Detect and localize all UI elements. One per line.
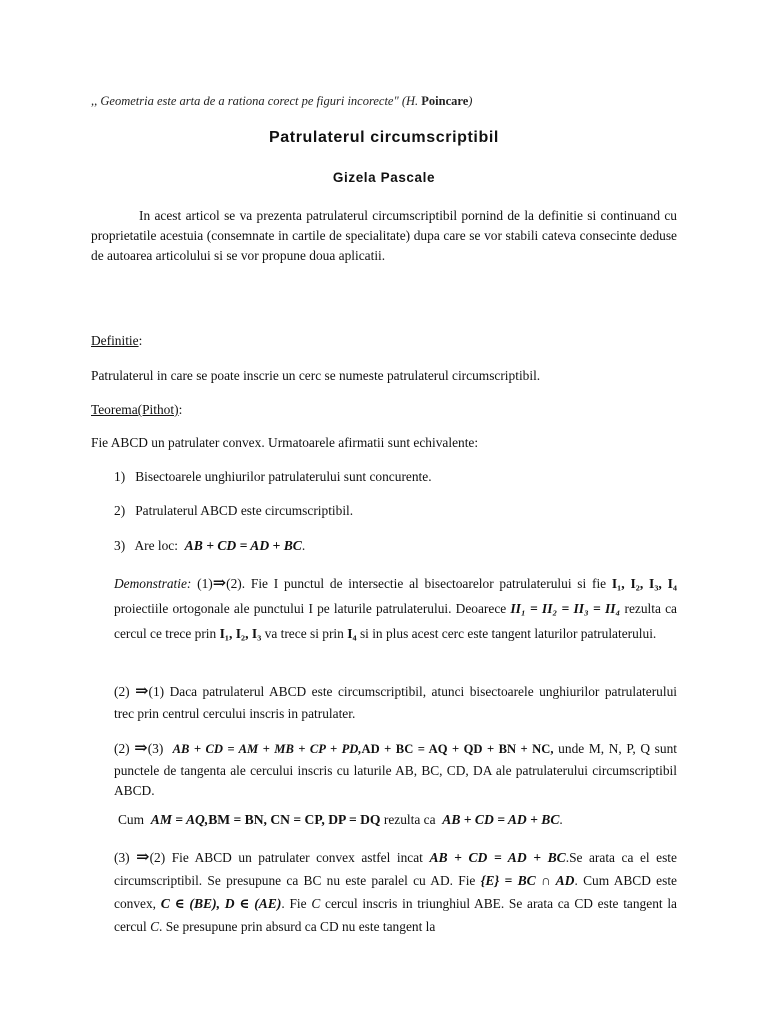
- item-number: 2): [114, 503, 126, 518]
- proof-p5-e: . Fie: [281, 896, 307, 911]
- item-number: 3): [114, 538, 126, 553]
- theorem-heading: [91, 400, 677, 420]
- circle-symbol: C: [150, 919, 160, 934]
- circle-symbol: C: [311, 896, 321, 911]
- proof-paragraph-5: [114, 846, 677, 938]
- implies-arrow-icon: ⇒: [212, 575, 227, 592]
- proof-p1-b: (2). Fie I punctul de intersectie al bisectoarelor patrulaterului si fie: [226, 576, 607, 591]
- proof-p2-b: (1) Daca patrulaterul ABCD este circumscriptibil, atunci bisectoarele unghiurilor patrulaterului trec prin centrul cercului inscris in patrulater.: [114, 684, 677, 721]
- formula-sum-ab-cd: AB + CD = AM + MB + CP + PD,: [172, 742, 362, 756]
- proof-p1-c: proiectiile ortogonale ale punctului I pe laturile patrulaterului. Deoarece: [114, 601, 507, 616]
- formula-equal-distances: II₁ = II₂ = II₃ = II₄: [510, 601, 621, 616]
- formula-sum-ad-bc: AD + BC = AQ + QD + BN + NC,: [361, 742, 554, 756]
- proof-p5-a: (3): [114, 850, 130, 865]
- implies-arrow-icon: ⇒: [134, 740, 148, 757]
- implies-arrow-icon: ⇒: [136, 849, 150, 866]
- proof-paragraph-4: [118, 810, 678, 830]
- proof-p3-c: unde M, N, P, Q sunt punctele de tangenta ale cercului inscris cu laturile AB, BC, CD, DA ale patrulaterului circumscriptibil ABCD.: [114, 741, 678, 799]
- formula-projections: I₁, I₂, I₃, I₄: [611, 576, 677, 591]
- page-title: Patrulaterul circumscriptibil: [269, 129, 499, 146]
- proof-p3-a: (2): [114, 741, 130, 756]
- proof-p4-c: .: [559, 812, 563, 827]
- item-text: Bisectoarele unghiurilor patrulaterului sunt concurente.: [135, 469, 432, 484]
- quote-author: Poincare: [421, 94, 469, 108]
- item-text: Are loc:: [134, 538, 178, 553]
- formula-intersection-e: {E} = BC ∩ AD: [480, 873, 575, 888]
- theorem-item-2: [114, 501, 674, 521]
- theorem-statement: Fie ABCD un patrulater convex. Urmatoarele afirmatii sunt echivalente:: [91, 435, 479, 450]
- proof-paragraph-1: [114, 571, 677, 646]
- theorem-colon: :: [178, 402, 183, 417]
- proof-p1-a: (1): [197, 576, 213, 591]
- quote-text: ,, Geometria este arta de a rationa corect pe figuri incorecte" (H.: [91, 94, 419, 108]
- formula-hypothesis: AB + CD = AD + BC: [429, 850, 566, 865]
- theorem-item-3: [114, 536, 674, 556]
- proof-p1-d: rezulta ca cercul ce trece prin: [114, 601, 677, 641]
- formula-membership: C ∈ (BE), D ∈ (AE): [160, 896, 282, 911]
- formula-tangent-am-aq: AM = AQ,: [150, 812, 209, 827]
- definition-heading-label: Definitie: [91, 333, 139, 348]
- item-end: .: [301, 538, 306, 553]
- proof-p1-g: si in plus acest cerc este tangent laturilor patrulaterului.: [359, 626, 657, 641]
- author-name: Gizela Pascale: [332, 170, 436, 185]
- item-text: Patrulaterul ABCD este circumscriptibil.: [135, 503, 354, 518]
- definition-heading: [91, 331, 677, 351]
- proof-paragraph-3: [114, 737, 677, 801]
- proof-p5-d: . Cum ABCD este convex,: [114, 873, 677, 911]
- proof-p4-a: Cum: [118, 812, 145, 827]
- formula-tangent-segments: BM = BN, CN = CP, DP = DQ: [208, 812, 381, 827]
- definition-text: Patrulaterul in care se poate inscrie un cerc se numeste patrulaterul circumscriptibil.: [91, 368, 541, 383]
- proof-p5-g: . Se presupune prin absurd ca CD nu este tangent la: [159, 919, 436, 934]
- proof-paragraph-2: [114, 680, 677, 724]
- epigraph-quote: [91, 92, 677, 111]
- item-number: 1): [114, 469, 126, 484]
- quote-close: ): [468, 94, 473, 108]
- proof-p1-e: va trece si prin: [264, 626, 344, 641]
- formula-pitot: AB + CD = AD + BC: [184, 538, 302, 553]
- theorem-heading-label: Teorema(Pithot): [91, 402, 179, 417]
- proof-p3-b: (3): [147, 741, 164, 756]
- formula-three-points: I₁, I₂, I₃: [219, 626, 262, 641]
- formula-conclusion: AB + CD = AD + BC: [442, 812, 560, 827]
- proof-p2-a: (2): [114, 684, 130, 699]
- formula-fourth-point: I₄: [347, 626, 357, 641]
- proof-p4-b: rezulta ca: [383, 812, 436, 827]
- proof-p5-c: .Se arata ca el este circumscriptibil. Se presupune ca BC nu este paralel cu AD. Fie: [114, 850, 677, 888]
- theorem-item-1: [114, 467, 674, 487]
- proof-label: Demonstratie:: [114, 576, 192, 591]
- proof-p5-f: cercul inscris in triunghiul ABE. Se arata ca CD este tangent la cercul: [114, 896, 677, 934]
- implies-arrow-icon: ⇒: [135, 683, 149, 700]
- intro-paragraph: In acest articol se va prezenta patrulaterul circumscriptibil pornind de la definitie si continuand cu proprietatile acestuia (consemnate in cartile de specialitate) dupa care se vor stabili cateva consecinte deduse de autoarea articolului si se vor propune doua aplicatii.: [91, 208, 677, 264]
- definition-colon: :: [138, 333, 143, 348]
- proof-p5-b: (2) Fie ABCD un patrulater convex astfel incat: [149, 850, 423, 865]
